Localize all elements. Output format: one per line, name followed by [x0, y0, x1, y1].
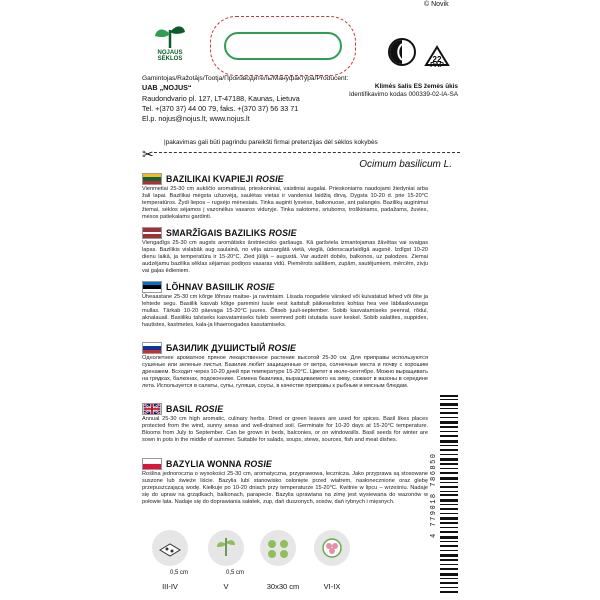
producer-email: El.p. nojus@nojus.lt, www.nojus.lt — [142, 114, 250, 124]
copyright: © Novik — [424, 1, 449, 8]
sowing-period-label: III-IV — [162, 582, 178, 591]
producer-address: Raudondvario pl. 127, LT-47188, Kaunas, Lietuva — [142, 93, 300, 103]
section-body: Annual 25-30 cm high aromatic, culinary herbs. Dried or green leaves are used for spices. Basil likes places protected from the wind, sunny areas and well-drained soil. Germinate for 10-20 days at 15-20°C temperature. Blooms from July to September. Can be grown in beds, balconies, or on windowsills. Basil seeds for winter are sown in pots in the middle of summer. Suitable for salads, soups, stews, sources, fish and meat dishes. — [142, 416, 428, 443]
depth-label: 0,5 cm — [170, 570, 189, 576]
spacing-label: 30x30 cm — [266, 582, 300, 591]
section-lv — [142, 226, 458, 275]
depth-label: 0,5 cm — [226, 570, 245, 576]
section-body: Üheaastane 25-30 cm kõrge lõhnav maitse- ja ravimtaim. Lisada roogadele värsked või kuivatatud lehed või õite ja lehtede segu. Basiilik kasvab kõige paremini tuule eest kaitstult päikeselistes kohtas hea vee läbilaskvusega mullas. Tärkab 10-20 päevaga 15-20°C juures. Õitseb juuli-september. Sobib kasvatamiseks peenral, rõdul, aknalauail. Basiiliku talviseks kasvatamiseks tuleb seemned potti istutada suve keskel. Sobib salatites, suppides, hautistes, kastmetes, kala-ja lihaeroogades kasutamiseks. — [142, 294, 428, 328]
section-body: Однолетнее ароматное пряное лекарственное растение высотой 25-30 см. Для приправы используются сушеные или зеленые листья. Базилик любит защищенные от ветра, солнечные места и почву с хорошим дренажем. Всходит через 10-20 дней при температуре 15-20°C. Цветет в июле-сентябре. Можно выращивать на грядках, балконах, подоконнике. Семена базилика, выращиваемого на зиму, сажают в вазоны в середине лета. Используется в салаты, супы, гуляши, соусы, в качестве приправы к рыбным и мясным блюдам. — [142, 355, 429, 389]
section-body: Roślina jednoroczna o wysokości 25-30 cm, aromatyczna, przyprawowa, lecznicza. Jako przyprawa są stosowane suszone lub świeże liście. Bazylia lubi stanowisko osłonięte przed wiatrem, nasłonecznione oraz glebę przepuszczającą wodę. Kiełkuje po 10-20 dniach przy temperaturze 15-20°C. Kwitnie w lipcu – wrześniu. Nadaje się do upraw na grządkach, balkonach, parapecie. Bazylia uprawiana na zimę jest wysiewana do wazonów w połowie lata. Nadaje się do doprawiania sałatek, zup, dań duszonych, sosów, dań rybnych i mięsnych. — [142, 471, 428, 505]
nojus-logo — [150, 20, 190, 66]
flag-estonia-icon — [142, 281, 162, 293]
section-title: BASIL — [166, 404, 193, 414]
section-variety: ROSIE — [243, 459, 272, 469]
section-body: Vienmetiai 25-30 cm aukščio aromatiniai, prieskoniniai, vaistiniai augalai. Prieskoniams naudojami žiedyniai arba žali lapai. Bazilikai mėgsta užuovėją, saulėtas vietas ir vandeniui laidžią dirvą. Dygsta 10-20 d. prie 15-20°C temperatūros. Žydi liepos – rugsėjo mėnesiais. Tinka auginti lysvėse, balkonuose, ant palangės. Bazilikų auginimui žiemai, sėklos sėjamos į vazonėlius vasaros viduryje. Tinka salotoms, sriuboms, troškiniams, padažams, žuvies, mėsos patiekalams gardinti. — [142, 186, 428, 220]
logo-text: NOJAUS SĖKLOS — [157, 50, 183, 62]
sowing-period-label: V — [223, 582, 229, 591]
scissors-icon: ✂ — [142, 146, 154, 162]
sowing-icons — [148, 530, 428, 600]
section-variety: ROSIE — [195, 404, 224, 414]
window-frame — [224, 32, 342, 60]
pap-number: 22 — [432, 55, 442, 64]
barcode-digits: 4 779018 786850 — [430, 452, 438, 538]
flag-latvia-icon — [142, 227, 162, 239]
section-et — [142, 280, 458, 329]
top-band — [140, 6, 460, 74]
flag-poland-icon — [142, 458, 162, 470]
section-title: BAZILIKAI KVAPIEJI — [166, 174, 254, 184]
producer-label: Gamintojas/Ražotājs/Tootja/Производитель/Maнуфактурa/Producent: — [142, 75, 349, 82]
spacing-icon — [260, 530, 296, 566]
flower-icon — [314, 530, 350, 566]
cert-line-2: Identifikavimo kodas 000339-02-IA-SA — [348, 90, 458, 98]
section-title: LÕHNAV BASIILIK — [166, 282, 245, 292]
section-en — [142, 402, 458, 444]
seed-tray-icon — [152, 530, 188, 566]
certification-info — [349, 83, 458, 98]
producer-phone: Tel. +(370 37) 44 00 79, faks. +(370 37) 56 33 71 — [142, 103, 299, 113]
seed-packet-back — [140, 0, 460, 600]
cut-line — [154, 152, 460, 153]
claims-note: |pakavimas gali būti pagrindu pareikšti firmai pretenzijas dėl sėklos kokybės — [164, 139, 378, 146]
section-variety: ROSIE — [246, 282, 275, 292]
section-variety: ROSIE — [268, 343, 296, 353]
section-title: БАЗИЛИК ДУШИСТЫЙ — [166, 343, 266, 353]
cert-line-1: Klimės šalis ES žemės ūkis — [374, 83, 458, 90]
pap-label: PAP — [430, 62, 444, 69]
barcode — [430, 395, 458, 595]
seed-ground-icon — [208, 530, 244, 566]
section-ru — [142, 341, 458, 390]
logo-sprout-icon — [150, 20, 190, 50]
barcode-bars-icon — [440, 395, 458, 595]
producer-company: UAB „NOJUS“ — [142, 83, 192, 93]
flag-lithuania-icon — [142, 173, 162, 185]
section-pl — [142, 457, 458, 506]
section-lt — [142, 172, 458, 221]
flowering-period-label: VI-IX — [323, 582, 341, 591]
section-variety: ROSIE — [268, 228, 297, 238]
flag-uk-icon — [142, 403, 162, 415]
flag-russia-icon — [142, 342, 162, 354]
latin-name: Ocimum basilicum L. — [359, 159, 452, 170]
section-title: SMARŽĪGAIS BAZILIKS — [166, 228, 267, 238]
section-title: BAZYLIA WONNA — [166, 459, 242, 469]
section-variety: ROSIE — [255, 174, 284, 184]
section-body: Viengadīgs 25-30 cm augsts aromātisks ārstniecisks garšaugs. Kā garšviela izmantojamas žāvētas vai svaigas lapas. Bazilikis vislabāk aug saulainā, no vēja aizsargātā vietā, vieglā, ūdenscaurlaidīgā augsnē. Izdīgst 10-20 dienu laikā, ja temperatūra ir 15-20°C. Zied jūlijā – augustā. Var audzēt dobēs, balkonos, uz palodzes. Ziemai audzējamu bazilika sēklas sējamas podiņos vasaras vidū. Piemērots salātiem, zupām, sautējumiem, mērcēm, zivju vai gaļas ēdieniem. — [142, 240, 428, 274]
green-dot-recycle-icon — [388, 38, 416, 66]
